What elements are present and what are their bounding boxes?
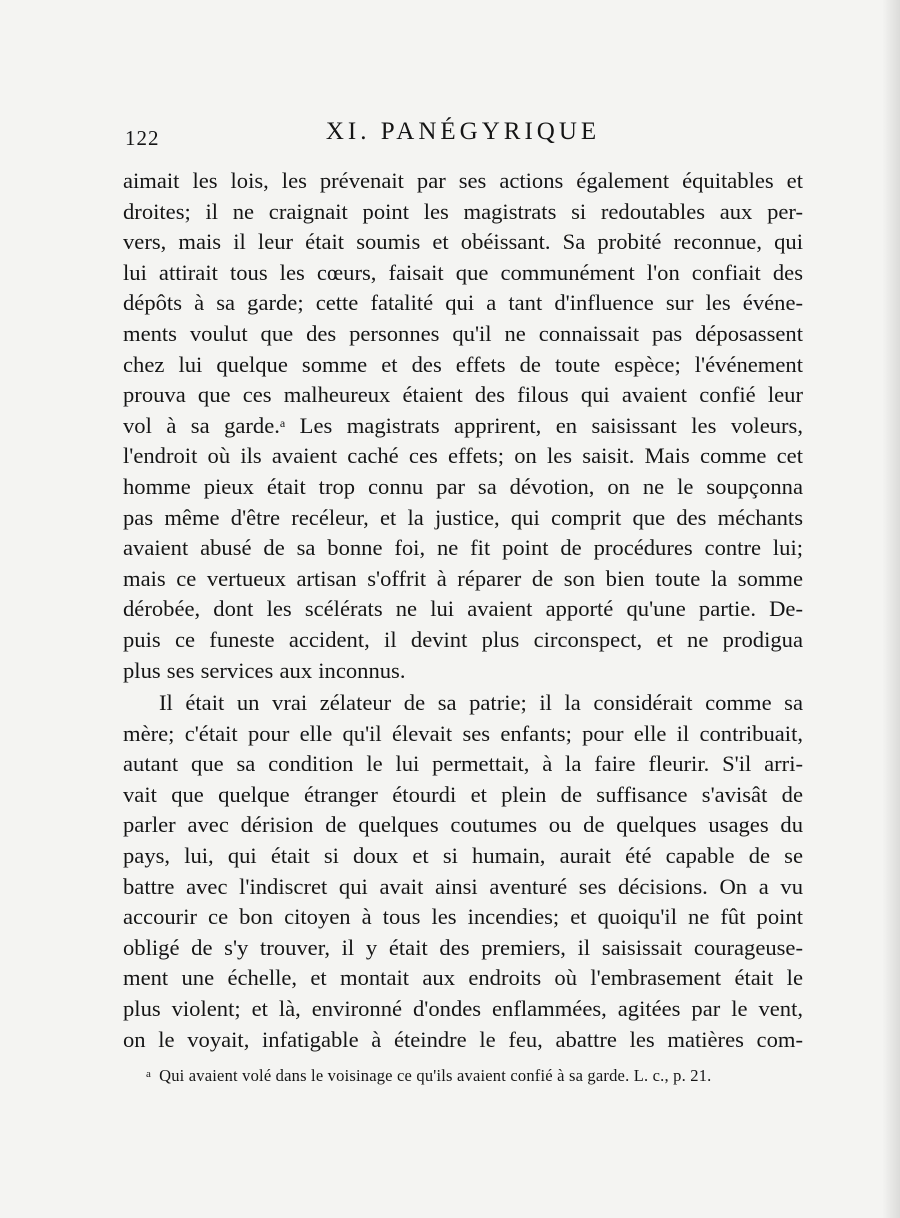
text-line-with-footnote-ref bbox=[123, 411, 803, 442]
text-line: pays, lui, qui était si doux et si humain, aurait été capable de se bbox=[123, 843, 803, 869]
text-line: Il était un vrai zélateur de sa patrie; il la considérait comme sa bbox=[159, 690, 803, 716]
footnote-text: Qui avaient volé dans le voisinage ce qu'ils avaient confié à sa garde. L. c., p. 21. bbox=[159, 1066, 712, 1085]
line-text: Les magistrats apprirent, en saisissant les voleurs, bbox=[285, 412, 803, 438]
text-line: plus violent; et là, environné d'ondes enflammées, agitées par le vent, bbox=[123, 996, 803, 1022]
text-line: accourir ce bon citoyen à tous les incendies; et quoiqu'il ne fût point bbox=[123, 904, 803, 930]
footnote-marker: a bbox=[146, 1068, 152, 1080]
footnote bbox=[146, 1066, 711, 1086]
body-text bbox=[123, 166, 803, 1055]
text-line: vait que quelque étranger étourdi et plein de suffisance s'avisât de bbox=[123, 781, 803, 807]
text-line: droites; il ne craignait point les magistrats si redoutables aux per- bbox=[123, 198, 803, 224]
text-line: plus ses services aux inconnus. bbox=[123, 657, 406, 683]
footnote-reference: a bbox=[279, 415, 286, 430]
running-title: XI. PANÉGYRIQUE bbox=[325, 118, 601, 145]
text-line: obligé de s'y trouver, il y était des premiers, il saisissait courageuse- bbox=[123, 934, 803, 960]
text-line: vers, mais il leur était soumis et obéissant. Sa probité reconnue, qui bbox=[123, 229, 803, 255]
line-text: vol à sa garde. bbox=[123, 412, 280, 438]
text-line: pas même d'être recéleur, et la justice, qui comprit que des méchants bbox=[123, 504, 803, 530]
text-line: aimait les lois, les prévenait par ses actions également équitables et bbox=[123, 168, 803, 193]
page-number: 122 bbox=[125, 126, 160, 150]
page-header bbox=[125, 118, 801, 154]
text-line: mère; c'était pour elle qu'il élevait ses enfants; pour elle il contribuait, bbox=[123, 720, 803, 746]
text-line: ments voulut que des personnes qu'il ne connaissait pas déposassent bbox=[123, 320, 803, 346]
text-line: on le voyait, infatigable à éteindre le feu, abattre les matières com- bbox=[123, 1026, 803, 1052]
text-line: avaient abusé de sa bonne foi, ne fit point de procédures contre lui; bbox=[123, 535, 803, 561]
text-line: dépôts à sa garde; cette fatalité qui a tant d'influence sur les événe- bbox=[123, 290, 803, 316]
text-line: battre avec l'indiscret qui avait ainsi aventuré ses décisions. On a vu bbox=[123, 873, 803, 899]
text-line: ment une échelle, et montait aux endroits où l'embrasement était le bbox=[123, 965, 803, 991]
text-line: homme pieux était trop connu par sa dévotion, on ne le soupçonna bbox=[123, 473, 803, 499]
text-line: puis ce funeste accident, il devint plus circonspect, et ne prodigua bbox=[123, 626, 803, 652]
paragraph-1 bbox=[123, 166, 803, 686]
text-line: lui attirait tous les cœurs, faisait que communément l'on confiait des bbox=[123, 259, 803, 285]
text-line: chez lui quelque somme et des effets de toute espèce; l'événement bbox=[123, 351, 803, 377]
text-line: parler avec dérision de quelques coutumes ou de quelques usages du bbox=[123, 812, 803, 838]
text-line: autant que sa condition le lui permettait, à la faire fleurir. S'il arri- bbox=[123, 751, 803, 777]
text-line: prouva que ces malheureux étaient des filous qui avaient confié leur bbox=[123, 382, 803, 408]
page-edge-shadow bbox=[882, 0, 900, 1218]
text-line: mais ce vertueux artisan s'offrit à réparer de son bien toute la somme bbox=[123, 565, 803, 591]
text-line: l'endroit où ils avaient caché ces effets; on les saisit. Mais comme cet bbox=[123, 443, 803, 469]
paragraph-2 bbox=[123, 688, 803, 1055]
text-line: dérobée, dont les scélérats ne lui avaient apporté qu'une partie. De- bbox=[123, 596, 803, 622]
